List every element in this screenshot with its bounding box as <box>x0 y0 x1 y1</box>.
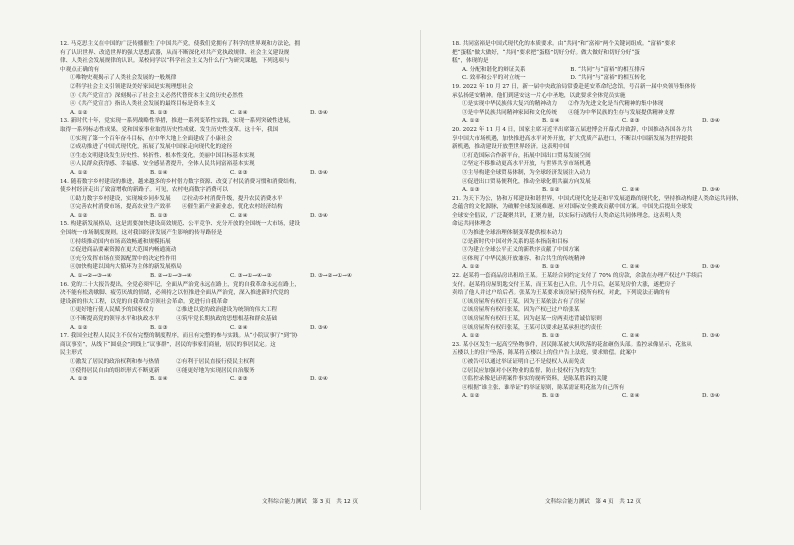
answer-choice: C. ②④ <box>230 109 248 116</box>
page-divider <box>420 30 421 510</box>
answer-choice: A. ①② <box>462 118 480 125</box>
answer-choice: C. ③→①→④→② <box>230 273 272 280</box>
question-line: 取得一系列标志性成果，党和国家事业取得历史性成就、发生历史性变革。这十年，我国 <box>60 126 279 133</box>
question-block <box>60 178 405 221</box>
question-line: 12. 马克思主义在中国的广泛传播催生了中国共产党，使我们党拥有了科学的世界观和方法论，拥 <box>60 41 301 47</box>
question-line: 民主形式 <box>60 350 83 357</box>
question-block <box>60 40 405 117</box>
question-line: 五楼以上的住户坠落，陈某将五楼以上的住户告上法庭，要求赔偿。此案中 <box>452 350 637 357</box>
answer-choice: C. ②④ <box>622 333 640 340</box>
question-line: 糕”，体现的是 <box>452 58 489 65</box>
answer-choice: A. ①② <box>462 333 480 340</box>
option-line: ③主导构建全球贸易体制，为全球经济发展注入动力 <box>462 169 591 176</box>
answer-choice: B. ①③ <box>150 212 168 219</box>
answer-choice: D. ③④ <box>702 118 720 125</box>
option-line: ③完善农村消费市场，提高农业生产效率 ④催生新产业新业态，优化农村经济结构 <box>70 204 283 211</box>
answer-choices <box>452 392 794 401</box>
option-line: ②成功推进了中国式现代化，拓展了发展中国家走向现代化的途径 <box>70 144 233 151</box>
question-line: 21. 为天下为公，协和万邦建设和谐世界，中国式现代化是走和平发展道路的现代化，坚持推动构建人类命运共同体， <box>452 195 743 202</box>
question-line: 中观点正确的有 <box>60 66 100 73</box>
option-line: ③生态文明建设发生历史性、转折性、根本性变化，美丽中国目标基本实现 <box>70 152 255 159</box>
question-line: 19. 2022 年 10 月 27 日，新一届中央政治局常委赴延安革命纪念馆，号召新一届中央领导集体传 <box>452 83 696 90</box>
question-line: 建设新的伟大工程，以党的自我革命引领社会革命。党进行自我革命 <box>60 298 228 305</box>
answer-choice: A. ①③ <box>70 376 88 383</box>
question-block <box>452 40 794 83</box>
option-line: ①打造国际合作新平台，拓展中国出口贸易发展空间 <box>462 152 591 159</box>
answer-choice: D. ③④ <box>702 187 720 194</box>
question-line: 享中国大市场机遇，加快推进高水平对外开放，扩大优质产品进口，不断以中国新发展为世界提供 <box>452 135 693 142</box>
option-line: ④加快构建以国内大循环为主体的新发展格局 <box>70 264 182 271</box>
answer-choices <box>452 263 794 272</box>
page-footer-left: 文科综合能力测试 第 3 页 共 12 页 <box>262 499 359 505</box>
option-line: ④《共产党宣言》指出人类社会发展的最终目标是资本主义 <box>70 101 216 108</box>
option-line: ①实现了第一个百年奋斗目标，在中华大地上全面建成了小康社会 <box>70 135 233 142</box>
option-line: ④该房屋所有权归张某，王某可以要求赵某承担违约责任 <box>462 324 602 331</box>
option-line: ③为建立全球公平正义的新秩序贡献了中国方案 <box>462 247 580 254</box>
question-block <box>60 332 405 384</box>
question-line: 全国统一市场制度规则。这对我国经济发展产生影响的传导路径是 <box>60 230 223 237</box>
answer-choice: A. ①→②→③→④ <box>70 273 112 280</box>
question-line: 命运共同体理念 <box>452 221 492 228</box>
answer-choice: D. ③④ <box>310 109 328 116</box>
option-line: ①是实现中华民族伟大复兴的精神动力 ②作为先进文化是当代精神的集中体现 <box>462 101 664 108</box>
answer-choice: D. ③④ <box>310 212 328 219</box>
answer-choice: B. ①③ <box>150 324 168 331</box>
answer-choice: C. ②④ <box>622 264 640 271</box>
question-line: 律、人类社会发展规律的认识。某校同学以“科学社会主义为什么行”为研究课题，下列选项与 <box>60 58 290 65</box>
question-block <box>452 195 794 272</box>
option-line: ②是新时代中国对外关系的基本指南和目标 <box>462 238 569 245</box>
answer-choice: B. ①③ <box>542 333 560 340</box>
answer-choice: A. ①② <box>70 212 88 219</box>
answer-choice: D. ③④ <box>702 393 720 400</box>
answer-choice: B. ①③ <box>542 264 560 271</box>
question-line: 22. 赵某将一套商品房出租给王某。王某经合同约定支付了 70% 的房款，余款在办理产权过户手续后 <box>452 273 703 280</box>
question-line: 15. 构建新发展格局，这是需要加快建设高效规范、公平竞争、充分开放的全国统一大市场，建设 <box>60 221 301 228</box>
question-block <box>452 83 794 126</box>
answer-choices <box>60 169 405 178</box>
option-line: ①更好地行使人民赋予的国家权力 ②推进以党的政治建设为统领的伟大工程 <box>70 307 277 314</box>
option-line: ③不断提高党的领导水平和执政水平 ④筑牢党长期执政的思想根基和群众基础 <box>70 316 277 322</box>
question-block <box>60 281 405 333</box>
answer-choices <box>60 212 405 221</box>
answer-choice: A. ①② <box>70 324 88 331</box>
answer-choice: A. ①② <box>70 169 88 176</box>
option-line: ②居民应加强对小区物业的监督，防止侵权行为的发生 <box>462 367 597 374</box>
question-line: 承弘扬延安精神。他们到延安这一片心中圣地，以此要求全体党员实施 <box>452 92 626 99</box>
question-line: 全球安全倡议，广泛凝聚共识，汇聚力量，以实际行动践行人类命运共同体理念。这表明人类 <box>452 212 682 219</box>
question-block <box>60 220 405 280</box>
page-left <box>60 40 405 384</box>
option-line: ③监控录像是证明案件事实的视听资料，是陈某胜诉的关键 <box>462 376 608 383</box>
answer-choice: C. ②④ <box>622 393 640 400</box>
answer-choice: D. ③→②→①→④ <box>310 273 352 280</box>
question-line: 23. 某小区发生一起高空坠物事件，居民陈某被大风吹落的花盆砸伤头部。监控录像显示，花盆从 <box>452 341 693 348</box>
question-line: 14. 随着数字乡村建设的推进，越来越多的乡村借力数字资源、改变了村民消费习惯和消费结构， <box>60 178 301 185</box>
answer-choice: B. ①④ <box>150 376 168 383</box>
answer-choices <box>60 109 405 118</box>
answer-choice: B. ①② <box>542 187 560 194</box>
question-line: 20. 2022 年 11 月 4 日，国家主席习近平出席第五届进博会开幕式并致辞，中国推动各国各方共 <box>452 126 693 133</box>
option-line: ②促进商品要素资源在更大范围内畅通流动 <box>70 247 177 254</box>
question-line: 支付。赵某将房屋钥匙交付王某，而王某也已入住，几个月后，赵某见房价大涨，遂把房子 <box>452 281 676 288</box>
option-line: ③充分发挥市场在资源配置中的决定性作用 <box>70 255 177 262</box>
answer-choice: A. ①③ <box>462 187 480 194</box>
page-right <box>452 40 794 401</box>
question-block <box>452 126 794 195</box>
option-line: ①助力数字乡村建设，实现城乡同步发展 ②拉动乡村消费升级，提升农民消费水平 <box>70 195 283 202</box>
option-line: ①激发了居民的政治权利和参与热情 ②有利于居民直接行使民主权利 <box>70 358 255 365</box>
answer-choice: C. ②④ <box>230 324 248 331</box>
answer-choice: A. ①② <box>462 393 480 400</box>
option-line: ①被告可以通过举证证明自己不是侵权人从而免责 <box>462 358 586 365</box>
option-line: ①为推进全球治理体制变革提供根本动力 <box>462 230 563 237</box>
question-line: 商议事室”，从线下“圆桌会”到线上“议事群”，居民的事家们商量，居民的事居民定。这 <box>60 341 276 348</box>
question-line: 新机遇，推动建设开放型世界经济。这表明中国 <box>452 144 570 151</box>
question-line: 18. 共同富裕是中国式现代化的本质要求。由“共同”和“富裕”两个关键词组成。“富裕”要求 <box>452 41 676 47</box>
question-block <box>452 272 794 341</box>
answer-choices <box>60 375 405 384</box>
answer-choice: D. ③④ <box>702 264 720 271</box>
page-footer-right: 文科综合能力测试 第 4 页 共 12 页 <box>545 499 642 505</box>
answer-choice: D. ②④ <box>310 376 328 383</box>
answer-choices <box>452 117 794 126</box>
option-line: ①持续推动国内市场高效畅通和规模拓展 <box>70 238 171 245</box>
answer-choices <box>60 324 405 333</box>
question-line: 有了认识世界、改造世界的强大思想武器，从而不断深化对共产党执政规律、社会主义建设规 <box>60 49 290 56</box>
question-block <box>452 341 794 401</box>
option-line: C. 效率和公平的对立统一 D. “共同”与“富裕”的相互转化 <box>462 75 646 82</box>
answer-choice: B. ①④ <box>150 169 168 176</box>
option-line: ②科学社会主义引领建设美好家园是实现理想社会 <box>70 83 194 90</box>
question-line: 卖给了他人并过户给后者。张某为王某要求该房屋行使所有权。对此，下列说法正确的有 <box>452 290 671 297</box>
answer-choice: B. ②→①→③→④ <box>150 273 192 280</box>
question-line: 使乡村经济走出了致富增收的新路子。可见，农村电商数字消费可以 <box>60 187 228 194</box>
option-line: ③是中华民族共同精神家园和文化传统 ④能为中华民族的生存与发展提供精神支撑 <box>462 109 675 116</box>
option-line: ③该房屋所有权归王某，因为赵某一房两卖违背诚信原则 <box>462 316 602 322</box>
question-block <box>60 117 405 177</box>
answer-choice: D. ③④ <box>310 169 328 176</box>
question-line: 17. 我国全过程人民民主不仅有完整的制度程序，而且有完整的参与实践。从“小院议事厅”到“协 <box>60 333 298 340</box>
question-line: 把“蛋糕”做大做好，“共同”要求把“蛋糕”切好分好。做大做好和切好分好“蛋 <box>452 49 640 56</box>
answer-choice: C. ②③ <box>622 118 640 125</box>
option-line: ③使得居民自由的组织形式不断更新 ④能更好地为实现居民自治服务 <box>70 367 255 374</box>
answer-choice: D. ③④ <box>310 324 328 331</box>
answer-choice: C. ②④ <box>230 212 248 219</box>
answer-choices <box>452 186 794 195</box>
option-line: ①该房屋所有权归王某，因为王某依法占有了房屋 <box>462 298 586 305</box>
option-line: ③《共产党宣言》深刻揭示了社会主义必然代替资本主义的历史必然性 <box>70 92 244 99</box>
answer-choices <box>60 272 405 281</box>
answer-choice: B. ①③ <box>542 393 560 400</box>
option-line: ④人民群众获得感、幸福感、安全感显著提升，全体人民共同富裕基本实现 <box>70 161 255 168</box>
answer-choice: D. ③④ <box>702 333 720 340</box>
answer-choice: C. ②③ <box>230 376 248 383</box>
answer-choices <box>452 332 794 341</box>
answer-choice: A. ①② <box>462 264 480 271</box>
question-line: 念蕴含的文化源脉，为破解全球发展难题、应对国际安全挑战贡献中国方案。中国先后提出全球发 <box>452 204 693 211</box>
answer-choice: B. ①④ <box>542 118 560 125</box>
answer-choice: B. ①③ <box>150 109 168 116</box>
answer-choice: A. ①② <box>70 109 88 116</box>
option-line: ④促进出口贸易便利化，推动全球化朝共赢方向发展 <box>462 178 591 185</box>
option-line: ④体现了中华民族开放兼容、和合共生的传统精神 <box>462 255 586 262</box>
question-line: 16. 党的二十大报告提出，全党必须牢记，全面从严治党永远在路上，党的自我革命永远在路上， <box>60 281 301 288</box>
answer-choice: C. ②④ <box>622 187 640 194</box>
option-line: ②该房屋所有权归张某，因为产权已过户给张某 <box>462 307 580 314</box>
option-line: ④根据“谁主张、谁举证”的举证原则，陈某需证明花盆为自己所有 <box>462 384 625 391</box>
question-line: 13. 新时代十年，党实现一系列战略性举措，推进一系列变革性实践，实现一系列突破性进展， <box>60 118 295 125</box>
option-line: ②坚定不移推动更高水平开放，与世界共享市场机遇 <box>462 161 591 168</box>
option-line: A. 分配和谐化的辩证关系 B. “共同”与“富裕”的相互排斥 <box>462 66 646 73</box>
option-line: ①唯物史观揭示了人类社会发展的一般规律 <box>70 75 177 82</box>
question-line: 决不能有松劲歇脚、疲劳厌战的情绪，必须持之以恒推进全面从严治党，深入推进新时代党的 <box>60 290 290 297</box>
answer-choice: C. ②③ <box>230 169 248 176</box>
